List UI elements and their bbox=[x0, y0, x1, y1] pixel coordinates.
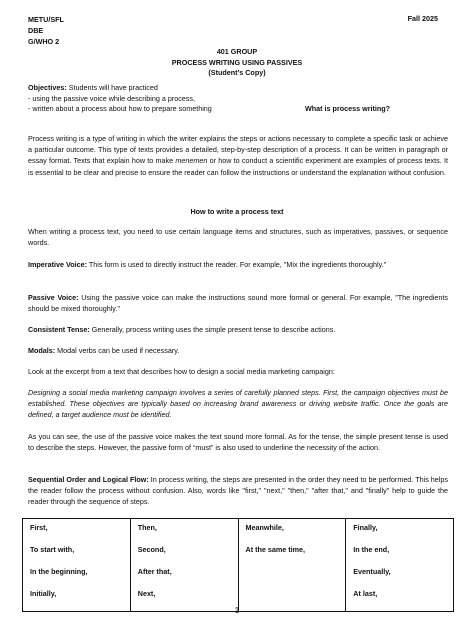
excerpt-text: Designing a social media marketing campaign involves a series of carefully planned steps. First, the campaign objectives must be established. These objectives are typically based on increasing brand awareness or driving website traffic. Once the goals are defined, a target audience must be identified. bbox=[28, 388, 448, 420]
modals-text: Modal verbs can be used if necessary. bbox=[55, 346, 180, 355]
sequence-words-table bbox=[22, 518, 454, 612]
sequence-word: After that, bbox=[137, 567, 172, 576]
consistent-tense bbox=[28, 324, 448, 335]
table-row bbox=[23, 519, 454, 612]
paragraph-italic: menemen bbox=[175, 156, 208, 166]
imperative-voice bbox=[28, 259, 448, 270]
paragraph-language: When writing a process text, you need to use certain language items and structures, such as imperatives, passives, or sequence words. bbox=[28, 227, 448, 248]
passive-voice bbox=[28, 292, 448, 314]
imperative-text: This form is used to directly instruct the reader. For example, "Mix the ingredients thoroughly." bbox=[87, 260, 387, 269]
paragraph-analysis: As you can see, the use of the passive voice makes the text sound more formal. As for the tense, the simple present tense is used to describe the steps. However, the passive form of “must” is also used to underline the necessity of the action. bbox=[28, 432, 448, 453]
header-line: METU/SFL bbox=[28, 15, 64, 24]
imperative-label: Imperative Voice: bbox=[28, 260, 87, 269]
objectives bbox=[28, 83, 212, 115]
sequence-word: Then, bbox=[137, 523, 157, 532]
header-line: DBE bbox=[28, 26, 44, 35]
table-cell bbox=[346, 519, 454, 612]
objectives-intro: Students will have practiced bbox=[66, 83, 158, 92]
excerpt-intro: Look at the excerpt from a text that describes how to design a social media marketing campaign: bbox=[28, 367, 335, 376]
paragraph-text: Process writing is a type of writing in which the writer explains the steps or actions necessary to complete a specific task or achieve a particular outcome. This type of texts provides a detailed, step-by-step description of a process. It can be written in paragraph or essay format. Texts that explain how to make bbox=[28, 134, 448, 166]
sequence-word: At last, bbox=[353, 589, 378, 598]
objective-item: - using the passive voice while describing a process, bbox=[28, 93, 195, 103]
tense-text: Generally, process writing uses the simple present tense to describe actions. bbox=[89, 325, 336, 334]
sequence-word: At the same time, bbox=[245, 545, 306, 554]
sequential-text: In process writing, the steps are presented in the order they need to be performed. This helps the reader follow the process without confusion. Also, words like "first," "next," "then," "after that," and "finally" help to guide the reader through the sequence of steps. bbox=[28, 475, 448, 507]
section-heading-what: What is process writing? bbox=[305, 104, 391, 113]
header-left bbox=[28, 14, 64, 47]
section-heading-how: How to write a process text bbox=[190, 207, 284, 216]
passive-label: Passive Voice: bbox=[28, 293, 79, 302]
table-cell bbox=[23, 519, 131, 612]
title-group: 401 GROUP bbox=[216, 47, 258, 56]
header-term: Fall 2025 bbox=[407, 14, 438, 23]
page-number: 1 bbox=[234, 606, 240, 615]
sequence-word: Finally, bbox=[353, 523, 378, 532]
sequence-word: To start with, bbox=[30, 545, 75, 554]
sequence-word: Meanwhile, bbox=[245, 523, 284, 532]
passive-text: Using the passive voice can make the instructions sound more formal or general. For example, "The ingredients should be mixed thoroughly." bbox=[28, 293, 448, 314]
title-block bbox=[0, 47, 474, 79]
sequence-word: Next, bbox=[137, 589, 156, 598]
sequence-word: Initially, bbox=[30, 589, 57, 598]
sequence-word bbox=[246, 567, 341, 589]
objective-item: - written about a process about how to prepare something bbox=[28, 104, 212, 113]
paragraph-definition bbox=[28, 133, 448, 178]
modals-label: Modals: bbox=[28, 346, 56, 355]
table-cell bbox=[130, 519, 238, 612]
sequence-word: In the end, bbox=[353, 545, 390, 554]
header-line: G/WHO 2 bbox=[28, 37, 60, 46]
objectives-label: Objectives: bbox=[28, 83, 67, 92]
sequential-label: Sequential Order and Logical Flow: bbox=[28, 475, 149, 484]
title-main: PROCESS WRITING USING PASSIVES bbox=[171, 57, 303, 67]
sequence-word: First, bbox=[30, 523, 48, 532]
paragraph-text: or how to conduct a scientific experiment are examples of process texts. It is essential to be clear and precise to ensure the reader can follow the instructions or understand the explanation without confusion. bbox=[28, 156, 448, 177]
sequence-word: Eventually, bbox=[353, 567, 391, 576]
sequence-word: Second, bbox=[137, 545, 166, 554]
tense-label: Consistent Tense: bbox=[28, 325, 90, 334]
sequential-order bbox=[28, 474, 448, 508]
table-cell bbox=[238, 519, 346, 612]
sequence-word: In the beginning, bbox=[30, 567, 88, 576]
modals bbox=[28, 345, 448, 356]
title-subtitle: (Student’s Copy) bbox=[208, 68, 266, 77]
